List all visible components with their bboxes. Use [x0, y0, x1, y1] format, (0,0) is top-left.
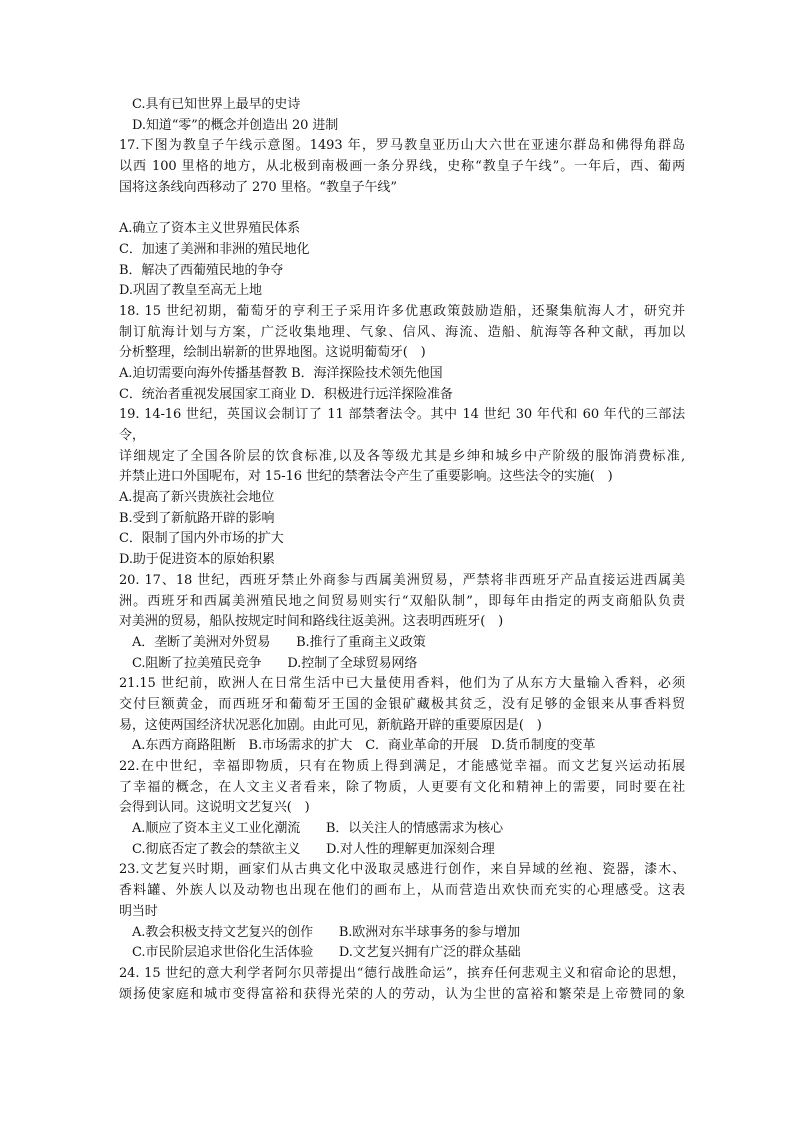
- q22-options-ab: A.顺应了资本主义工业化潮流 B．以关注人的情感需求为核心: [132, 821, 504, 837]
- q18-options-cd: C．统治者重视发展国家工商业 D．积极进行远洋探险准备: [119, 386, 453, 402]
- q16-option-c: C.具有已知世界上最早的史诗: [132, 97, 301, 112]
- q16-option-d: D.知道“零”的概念并创造出 20 进制: [132, 117, 339, 133]
- q17-option-c: C．加速了美洲和非洲的殖民地化: [119, 241, 310, 257]
- q24-stem-line-1: 24. 15 世纪的意大利学者阿尔贝蒂提出“德行战胜命运”，摈弃任何悲观主义和宿命论的思想，: [119, 965, 685, 981]
- q19-option-d: D.助于促进资本的原始积累: [119, 552, 275, 568]
- q19-option-c: C．限制了国内外市场的扩大: [119, 531, 284, 547]
- q23-options-ab: A.教会积极支持文艺复兴的创作 B.欧洲对东半球事务的参与增加: [132, 924, 521, 940]
- q23-options-cd: C.市民阶层追求世俗化生活体验 D.文艺复兴拥有广泛的群众基础: [132, 945, 521, 961]
- q19-stem-line-3: 详细规定了全国各阶层的饮食标准,以及各等级尤其是乡绅和城乡中产阶级的服饰消费标准,: [119, 448, 685, 464]
- q22-stem-line-1: 22.在中世纪，幸福即物质，只有在物质上得到满足，才能感觉幸福。而文艺复兴运动拓展: [119, 759, 685, 774]
- q17-stem-line-3: 国将这条线向西移动了 270 里格。“教皇子午线”: [119, 179, 397, 195]
- q23-stem-line-3: 明当时: [119, 903, 158, 919]
- q20-options-cd: C.阻断了拉美殖民竞争 D.控制了全球贸易网络: [132, 655, 418, 671]
- q22-stem-line-2: 了幸福的概念，在人文主义者看来，除了物质，人更要有文化和精神上的需要，同时要在社: [119, 779, 685, 795]
- q17-option-b: B．解决了西葡殖民地的争夺: [119, 262, 284, 278]
- q20-options-ab: A．垄断了美洲对外贸易 B.推行了重商主义政策: [132, 634, 426, 650]
- q20-stem-line-3: 对美洲的贸易，船队按规定时间和路线往返美洲。这表明西班牙( ): [119, 614, 504, 630]
- q24-stem-line-2: 颂扬使家庭和城市变得富裕和获得光荣的人的劳动，认为尘世的富裕和繁荣是上帝赞同的象: [119, 986, 685, 1002]
- q20-stem-line-1: 20. 17、18 世纪，西班牙禁止外商参与西属美洲贸易，严禁将非西班牙产品直接运进西属美: [119, 572, 685, 588]
- q19-stem-line-1: 19. 14-16 世纪，英国议会制订了 11 部禁奢法令。其中 14 世纪 30 年代和 60 年代的三部法: [119, 407, 685, 423]
- q21-options: A.东西方商路阻断 B.市场需求的扩大 C．商业革命的开展 D.货币制度的变革: [132, 738, 596, 754]
- q21-stem-line-2: 交付巨额黄金，而西班牙和葡萄牙王国的金银矿藏极其贫乏，没有足够的金银来从事香料贸: [119, 696, 685, 712]
- q23-stem-line-2: 香料罐、外族人以及动物也出现在他们的画布上，从而营造出欢快而充实的心理感受。这表: [119, 883, 685, 899]
- q21-stem-line-1: 21.15 世纪前，欧洲人在日常生活中已大量使用香料，他们为了从东方大量输入香料，必须: [119, 676, 685, 692]
- q19-option-b: B.受到了新航路开辟的影响: [119, 510, 275, 526]
- q19-option-a: A.提高了新兴贵族社会地位: [119, 490, 275, 506]
- q19-stem-line-2: 令，: [119, 428, 145, 443]
- q21-stem-line-3: 易，这使两国经济状况恶化加剧。由此可见，新航路开辟的重要原因是( ): [119, 717, 542, 733]
- q23-stem-line-1: 23.文艺复兴时期，画家们从古典文化中汲取灵感进行创作，来自异域的丝袍、瓷器，漆木、: [119, 862, 685, 878]
- q18-stem-line-2: 制订航海计划与方案，广泛收集地理、气象、信风、海流、造船、航海等各种文献，再加以: [119, 324, 685, 340]
- q18-stem-line-1: 18. 15 世纪初期，葡萄牙的亨利王子采用许多优惠政策鼓励造船，还聚集航海人才，研究并: [119, 303, 685, 319]
- q22-options-cd: C.彻底否定了教会的禁欲主义 D.对人性的理解更加深刻合理: [132, 841, 495, 857]
- exam-page: [119, 95, 685, 1005]
- q17-stem-line-1: 17.下图为教皇子午线示意图。1493 年，罗马教皇亚历山大六世在亚速尔群岛和佛得角群岛: [119, 138, 685, 154]
- blank-line: [119, 198, 685, 219]
- q18-options-ab: A.迫切需要向海外传播基督教 B．海洋探险技术领先他国: [119, 365, 443, 381]
- q17-option-a: A.确立了资本主义世界殖民体系: [119, 221, 301, 237]
- q19-stem-line-4: 并禁止进口外国呢布，对 15-16 世纪的禁奢法令产生了重要影响。这些法令的实施( ): [119, 469, 613, 485]
- q17-stem-line-2: 以西 100 里格的地方，从北极到南极画一条分界线，史称“教皇子午线”。一年后，西、葡两: [119, 159, 685, 175]
- q22-stem-line-3: 会得到认同。这说明文艺复兴( ): [119, 800, 310, 816]
- q17-option-d: D.巩固了教皇至高无上地: [119, 283, 262, 299]
- q20-stem-line-2: 洲。西班牙和西属美洲殖民地之间贸易则实行“双船队制”，即每年由指定的两支商船队负责: [119, 593, 685, 609]
- q18-stem-line-3: 分析整理，绘制出崭新的世界地图。这说明葡萄牙( ): [119, 345, 426, 361]
